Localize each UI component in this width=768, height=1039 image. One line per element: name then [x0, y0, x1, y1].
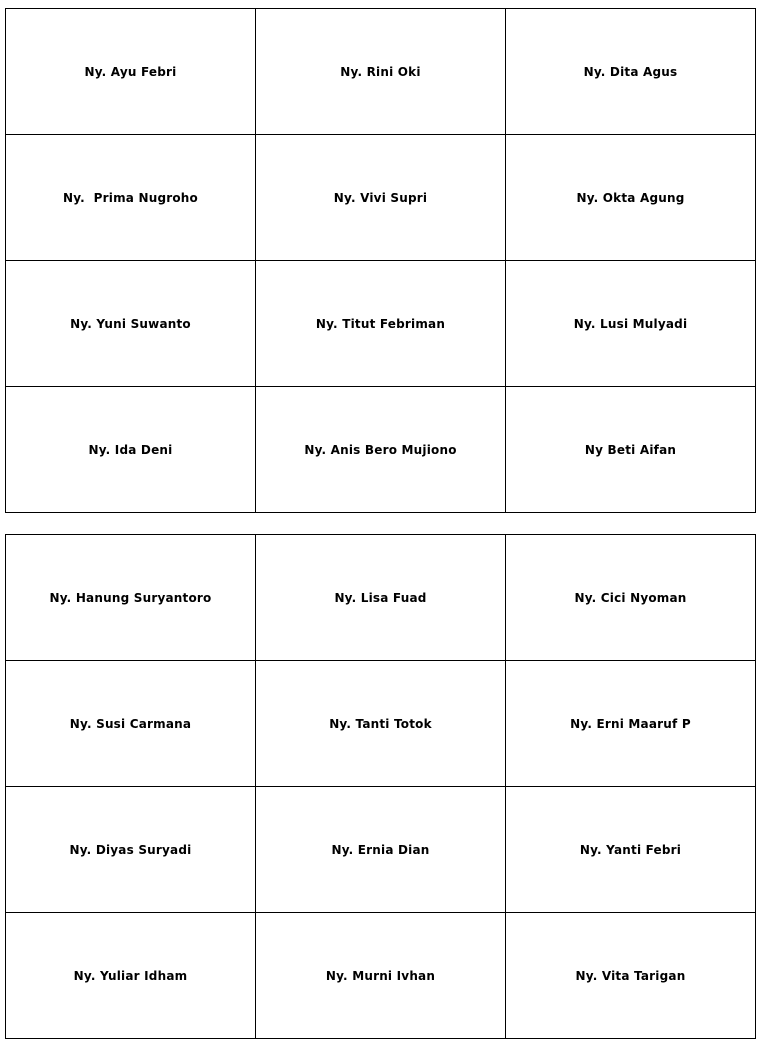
label-sheet-2	[5, 534, 756, 1039]
name-label: Ny. Tanti Totok	[256, 661, 506, 787]
label-sheet-1	[5, 8, 756, 513]
label-row	[6, 661, 756, 787]
name-label: Ny. Titut Febriman	[256, 261, 506, 387]
name-label: Ny Beti Aifan	[506, 387, 756, 513]
name-label: Ny. Erni Maaruf P	[506, 661, 756, 787]
name-label: Ny. Susi Carmana	[6, 661, 256, 787]
name-label: Ny. Vivi Supri	[256, 135, 506, 261]
label-row	[6, 787, 756, 913]
name-label: Ny. Lusi Mulyadi	[506, 261, 756, 387]
name-label: Ny. Vita Tarigan	[506, 913, 756, 1039]
name-label: Ny. Ayu Febri	[6, 9, 256, 135]
name-label: Ny. Dita Agus	[506, 9, 756, 135]
label-row	[6, 261, 756, 387]
name-label: Ny. Ernia Dian	[256, 787, 506, 913]
label-row	[6, 135, 756, 261]
name-label: Ny. Murni Ivhan	[256, 913, 506, 1039]
name-label: Ny. Hanung Suryantoro	[6, 535, 256, 661]
label-row	[6, 535, 756, 661]
name-label: Ny. Ida Deni	[6, 387, 256, 513]
name-label: Ny. Rini Oki	[256, 9, 506, 135]
name-label: Ny. Cici Nyoman	[506, 535, 756, 661]
label-row	[6, 913, 756, 1039]
name-label: Ny. Lisa Fuad	[256, 535, 506, 661]
label-row	[6, 9, 756, 135]
name-label: Ny. Prima Nugroho	[6, 135, 256, 261]
label-row	[6, 387, 756, 513]
name-label: Ny. Okta Agung	[506, 135, 756, 261]
name-label: Ny. Yanti Febri	[506, 787, 756, 913]
name-label: Ny. Yuliar Idham	[6, 913, 256, 1039]
name-label: Ny. Diyas Suryadi	[6, 787, 256, 913]
name-label: Ny. Anis Bero Mujiono	[256, 387, 506, 513]
name-label: Ny. Yuni Suwanto	[6, 261, 256, 387]
